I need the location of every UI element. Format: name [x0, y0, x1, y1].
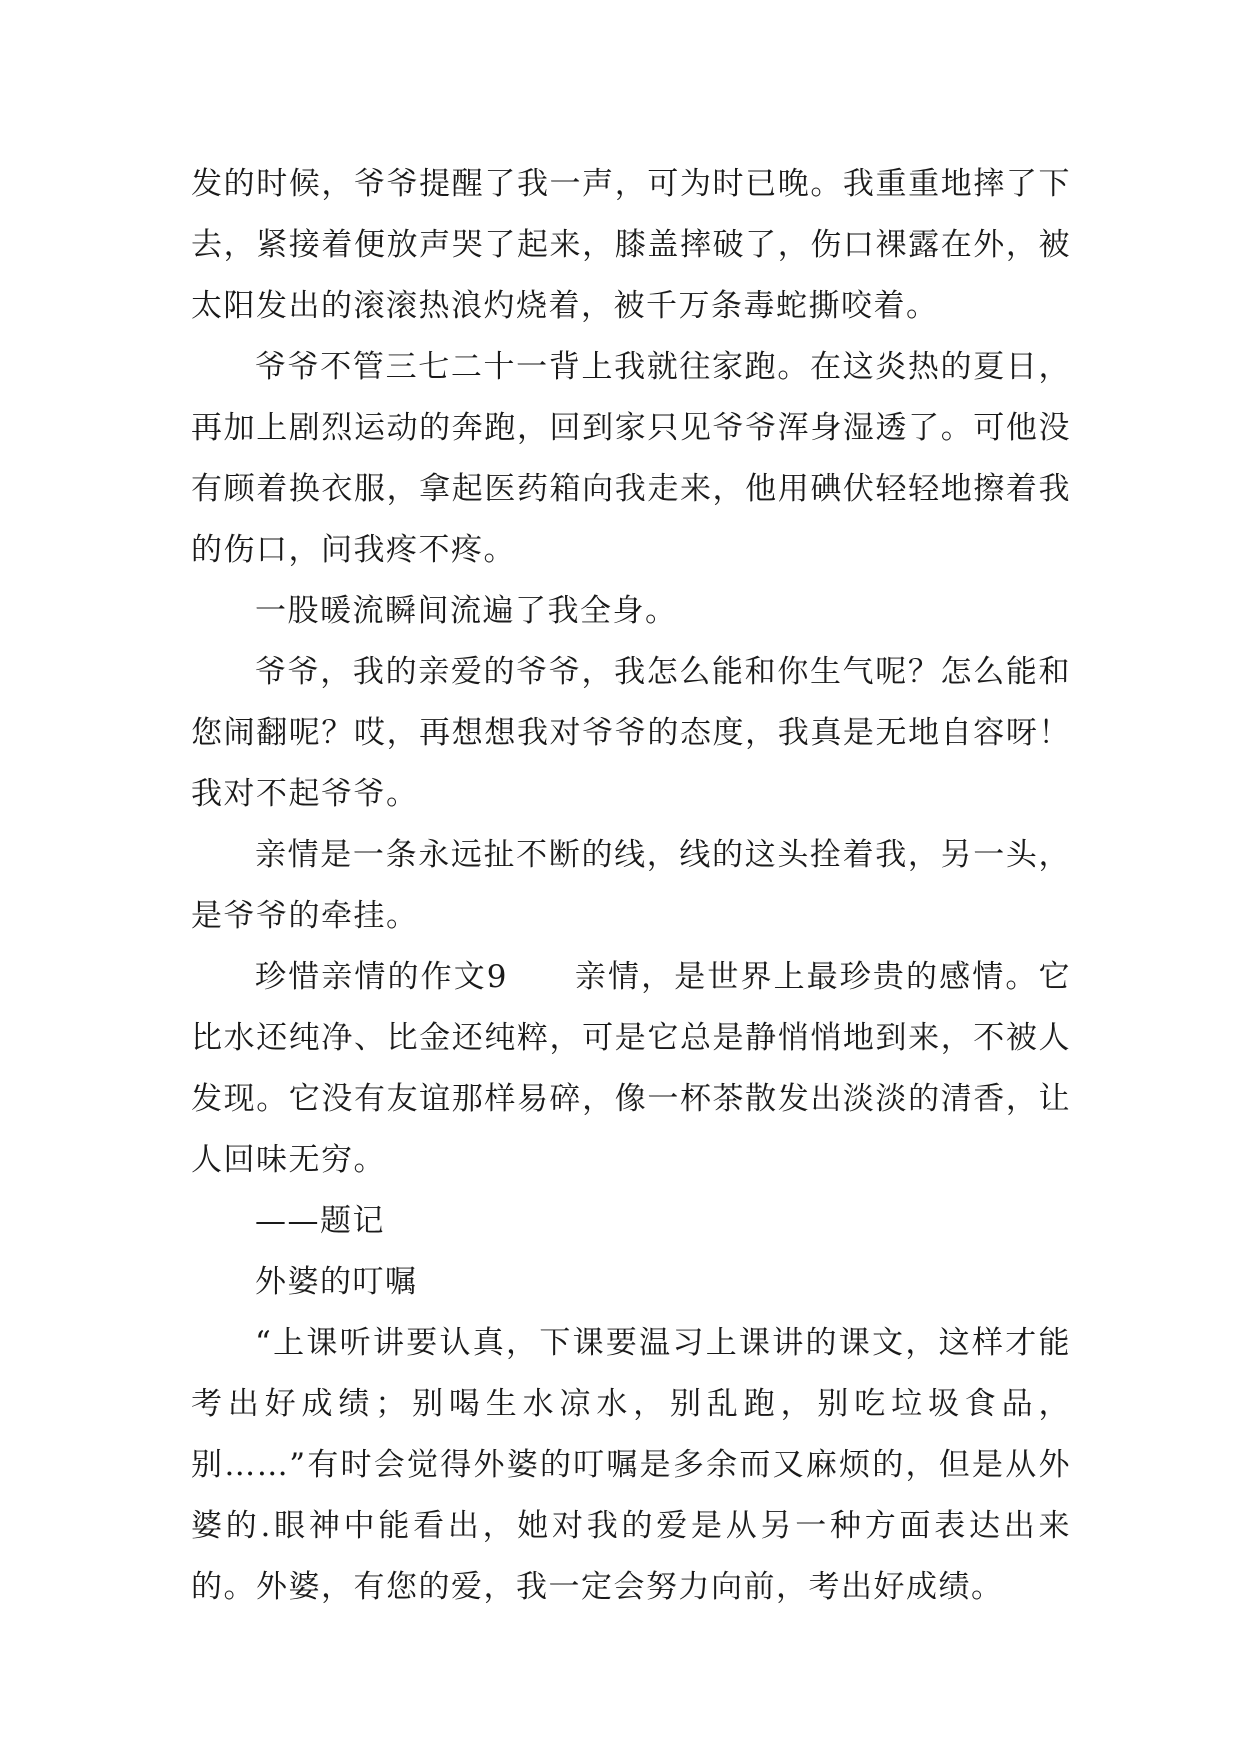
paragraph-9: “上课听讲要认真，下课要温习上课讲的课文，这样才能考出好成绩；别喝生水凉水，别乱跑，别吃垃圾食品，别……”有时会觉得外婆的叮嘱是多余而又麻烦的，但是从外婆的.眼神中能看出，她对我的爱是从另一种方面表达出来的。外婆，有您的爱，我一定会努力向前，考出好成绩。 [191, 1325, 1071, 1605]
paragraph-4: 爷爷，我的亲爱的爷爷，我怎么能和你生气呢？怎么能和您闹翻呢？哎，再想想我对爷爷的态度，我真是无地自容呀！我对不起爷爷。 [191, 654, 1071, 812]
paragraph-2: 爷爷不管三七二十一背上我就往家跑。在这炎热的夏日，再加上剧烈运动的奔跑，回到家只见爷爷浑身湿透了。可他没有顾着换衣服，拿起医药箱向我走来，他用碘伏轻轻地擦着我的伤口，问我疼不疼。 [191, 349, 1071, 568]
paragraph-5: 亲情是一条永远扯不断的线，线的这头拴着我，另一头，是爷爷的牵挂。 [191, 837, 1071, 934]
paragraph-6: 珍惜亲情的作文9 亲情，是世界上最珍贵的感情。它比水还纯净、比金还纯粹，可是它总是静悄悄地到来，不被人发现。它没有友谊那样易碎，像一杯茶散发出淡淡的清香，让人回味无穷。 [191, 959, 1071, 1178]
epigraph-attribution: ——题记 [255, 1203, 385, 1239]
paragraph-1: 发的时候，爷爷提醒了我一声，可为时已晚。我重重地摔了下去，紧接着便放声哭了起来，膝盖摔破了，伤口裸露在外，被太阳发出的滚滚热浪灼烧着，被千万条毒蛇撕咬着。 [191, 166, 1071, 324]
essay-body [191, 154, 1071, 1618]
section-title: 外婆的叮嘱 [255, 1264, 418, 1300]
paragraph-3: 一股暖流瞬间流遍了我全身。 [255, 593, 678, 629]
